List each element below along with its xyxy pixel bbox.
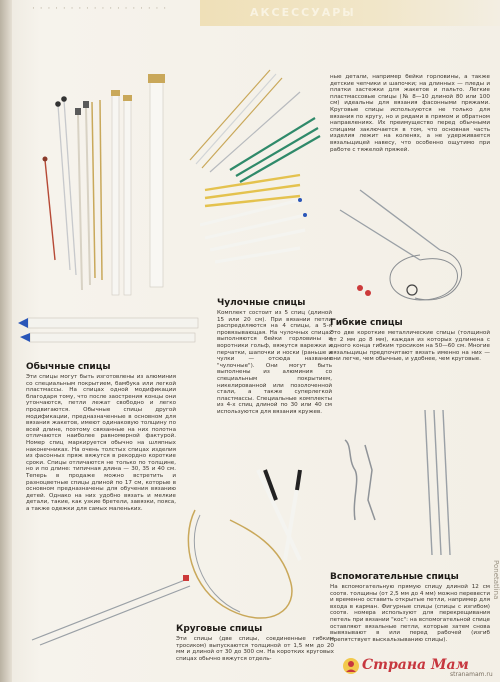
flexible-needles-image	[340, 190, 462, 300]
logo-url: stranamam.ru	[450, 671, 493, 678]
top-right-text: ные детали, например бейки горловины, а также детские чепчики и шапочки; на длинных — пледы и платки застежки для жакетов и пальто. Легкие пластмассовые спицы (№ 8—10 длиной 80 или 100 см) идеальны для вязания фасонными пряжами. Круговые спицы используются не только для вязания по кругу, но и рядами в прямом и обратном направлениях. Их преимущество перед обычными спицами заключается в том, что основная часть изделия лежит на коленях, а не удерживается вязальщицей навесу, что особенно ощутимо при работе с тяжелой пряжей.	[330, 74, 490, 153]
circular-text: Эти спицы (две спицы, соединенные гибким тросиком) выпускаются толщиной от 1,5 мм до 20 мм и длиной от 30 до 300 см. На коротких круговых спицах обычно вяжутся отдель-	[176, 636, 334, 662]
flexible-section	[330, 318, 490, 363]
plain-title: Обычные спицы	[26, 362, 111, 372]
stocking-text: Комплект состоит из 5 спиц (длиной 15 или 20 см). При вязании петли распределяются на 4 спицы, а 5-я провязывающая. На чулочных спицах выполняются бейки горловины и воротники гольф, вяжутся варежки и перчатки, шапочки и носки (раньше и чулки — отсюда название "чулочные"). Они могут быть выполнены из алюминия со специальным покрытием, никелированной или позолоченной стали, а также суперлегкой пластмассы. Специальные комплекты из 4-х спиц длиной по 30 или 40 см используются для вязания кружев.	[217, 310, 332, 415]
auxiliary-text: На вспомогательную прямую спицу длиной 12 см соотв. толщины (от 2,5 мм до 4 мм) можно перевести и временно оставить открытые петли, например для входа в карман. Фигурные спицы (спицы с изгибом) соотв. номера используют для перекрещивания петель при вязании "кос": на вспомогательной спице оставляют вязальные петли, которые затем снова вывязывают в или перед рабочей (изгиб препятствует выскальзыванию спицы).	[330, 584, 490, 643]
auxiliary-needles-image	[345, 410, 450, 555]
side-watermark	[490, 560, 500, 630]
plain-text: Эти спицы могут быть изготовлены из алюминия со специальным покрытием, бамбука или легкой пластмассы. На спицах одной модификации благодаря тому, что после заострения концы они утончаются, петли лежат свободно и легко продвигаются. Обычные спицы другой модификации, предназначенные в основном для вязания жакетов, имеют одинаковую толщину по всей длине, поэтому связанные на них полотна отличаются наиболее равномерной фактурой. Номер спиц маркируется обычно на шляпных наконечниках. На очень толстых спицах изделия из фасонных пряж вяжутся в рекордно короткие сроки. Спицы отличаются не только по толщине, но и по длине: типичная длина — 30, 35 и 40 см. Теперь в продаже можно встретить и разноцветные спицы длиной по 17 см, которые в основном предназначены для обучения вязанию детей. Однако на них удобно вязать и мелкие детали, такие, как узкие бретели, завязки, пояса, а также одежки для самых маленьких.	[26, 374, 176, 512]
site-logo	[340, 655, 496, 679]
circular-section	[176, 624, 334, 662]
flexible-title: Гибкие спицы	[330, 318, 403, 328]
plain-needles-image	[18, 74, 198, 342]
side-watermark-text: Ponetatlina	[492, 560, 500, 600]
flexible-text: Это две короткие металлические спицы (толщиной от 2 мм до 8 мм), каждая из которых удлинена с одного конца гибким тросиком на 50—60 см. Многие вязальщицы предпочитают вязать именно на них — они легче, чем обычные, и удобнее, чем круговые.	[330, 330, 490, 363]
header-dots: · · · · · · · · · · · · · · · · · ·	[32, 4, 168, 14]
plain-section	[26, 362, 176, 512]
logo-text: Страна Мам	[362, 657, 469, 673]
logo-icon	[342, 657, 360, 675]
stocking-needles-image	[190, 70, 320, 262]
stocking-section	[217, 298, 332, 416]
auxiliary-title: Вспомогательные спицы	[330, 572, 459, 582]
top-right-text-block	[330, 74, 490, 153]
circular-title: Круговые спицы	[176, 624, 263, 634]
stocking-title: Чулочные спицы	[217, 298, 306, 308]
header-band-text: АКСЕССУАРЫ	[250, 6, 356, 19]
auxiliary-section	[330, 572, 490, 643]
